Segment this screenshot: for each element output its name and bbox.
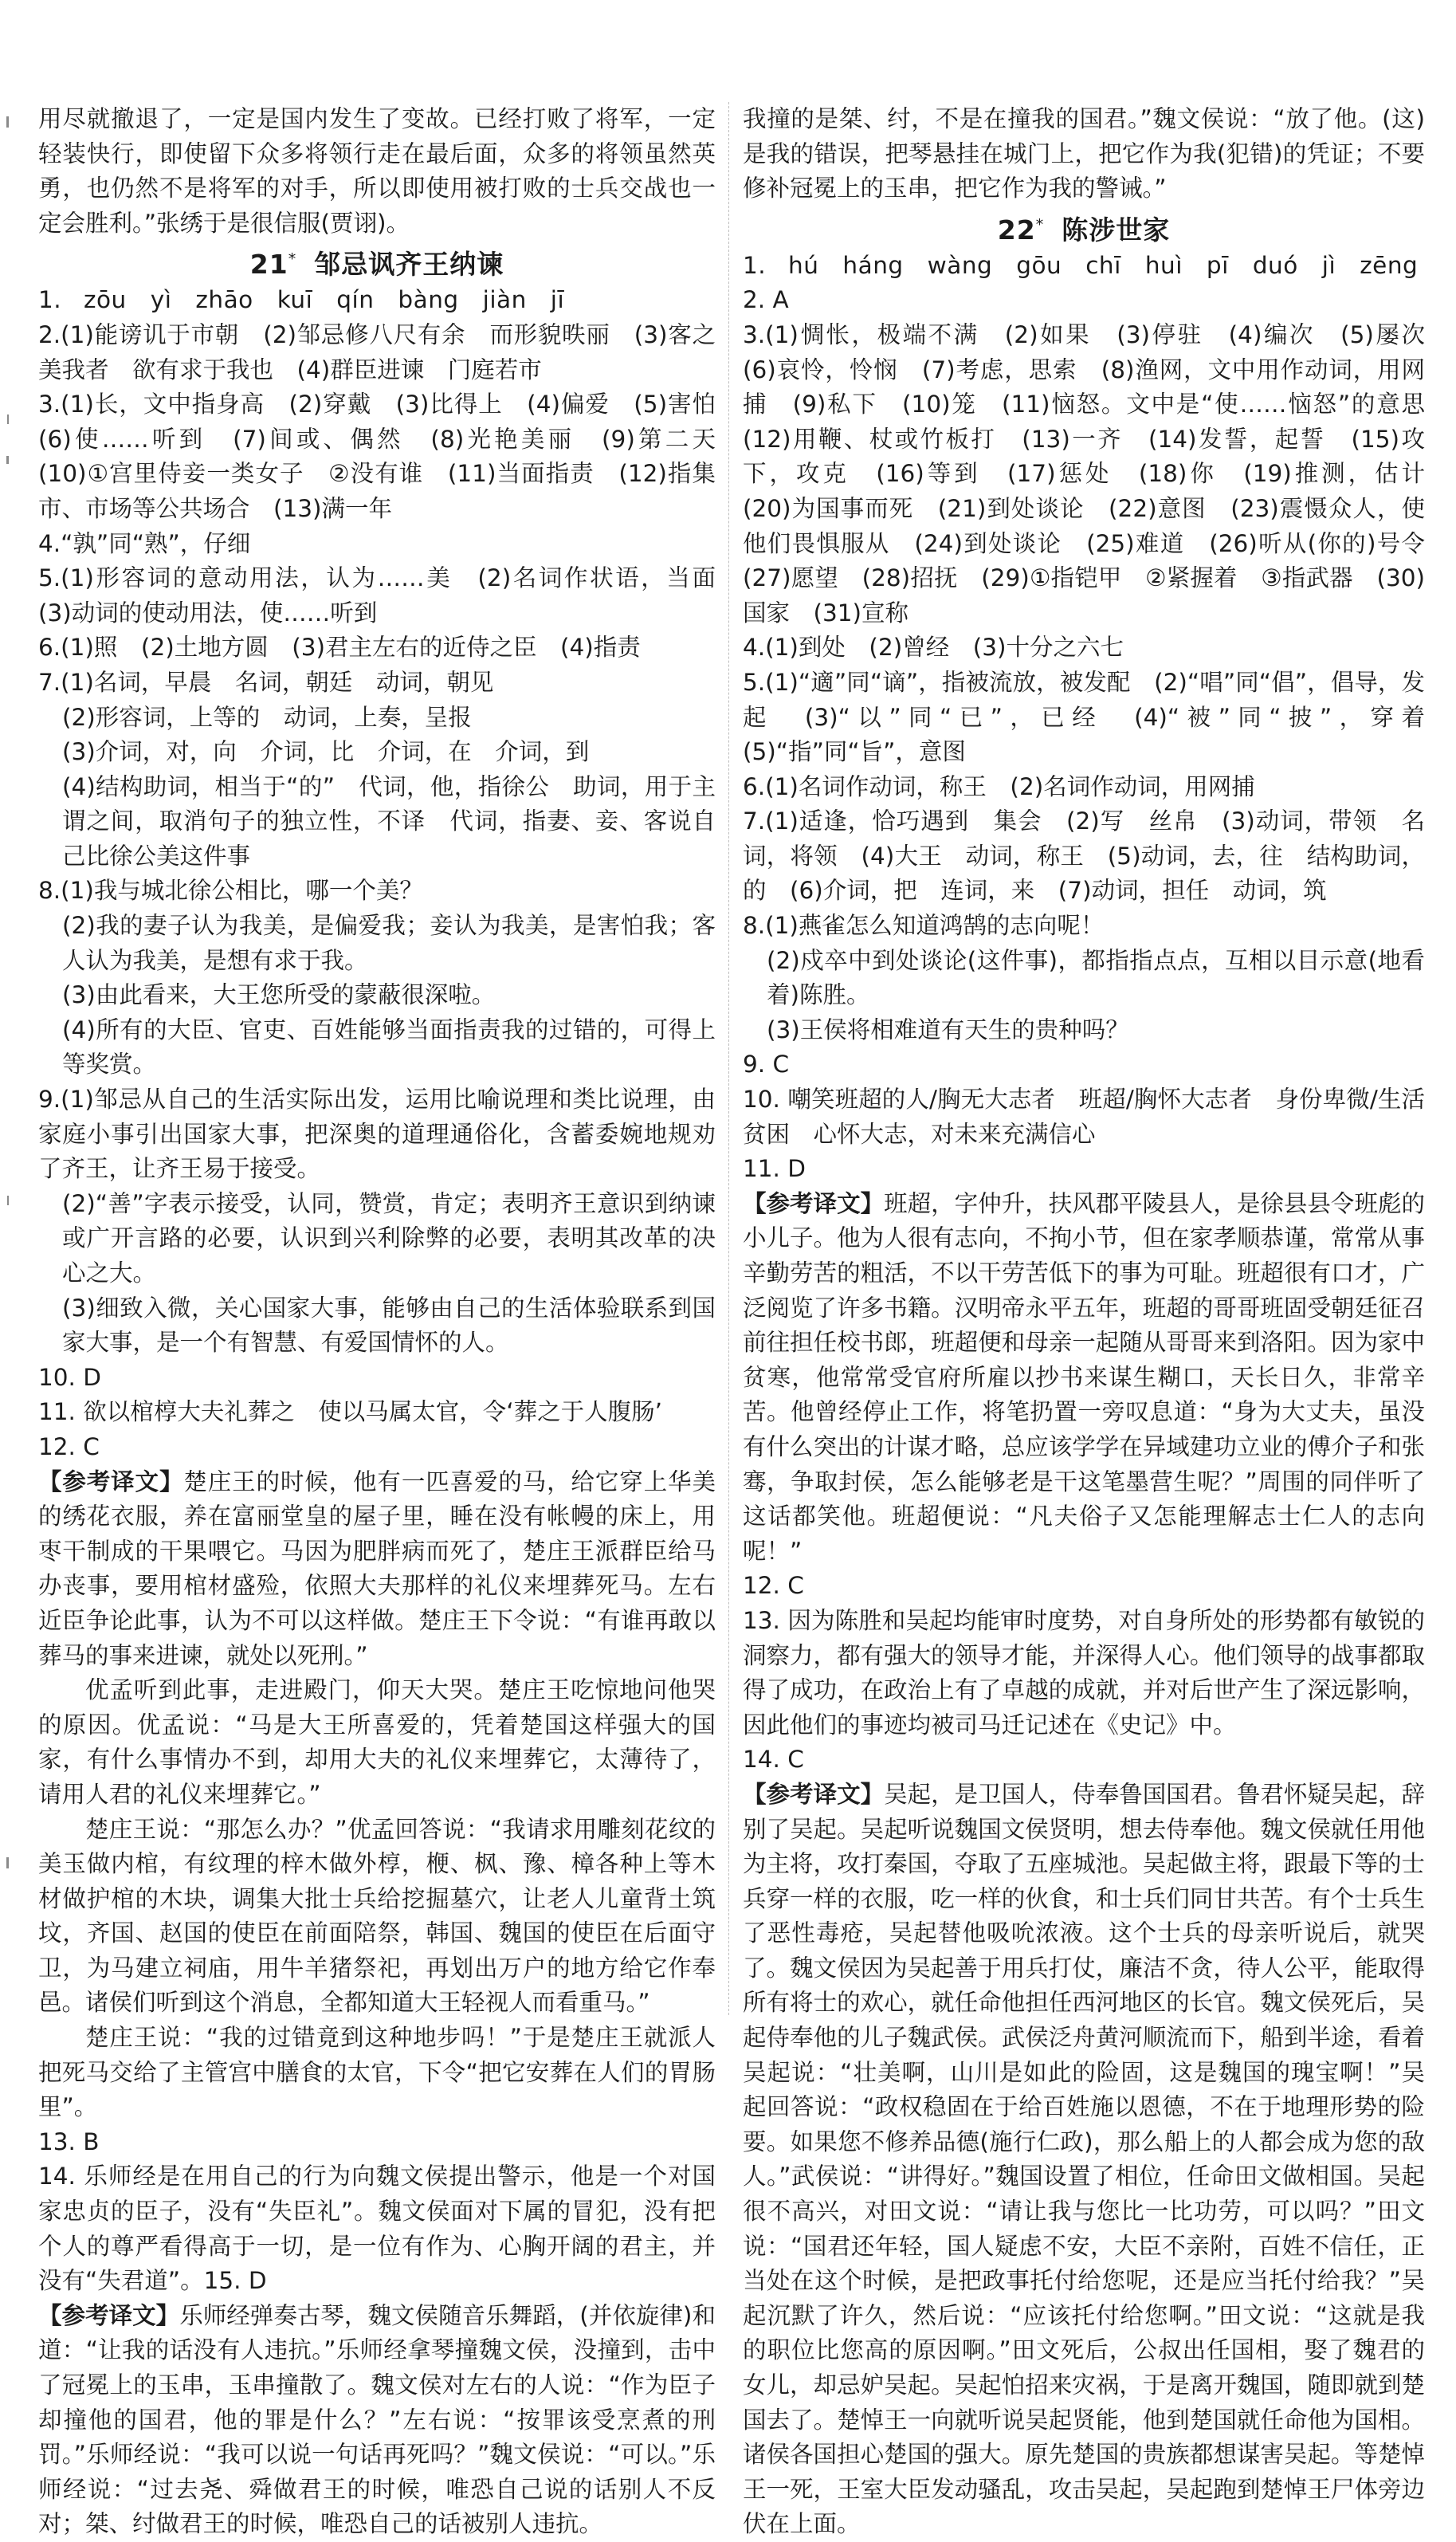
- answer-subitem: (3)细致入微，关心国家大事，能够由自己的生活体验联系到国家大事，是一个有智慧、有爱国情怀的人。: [62, 1294, 716, 1357]
- translation-paragraph: 优孟听到此事，走进殿门，仰天大哭。楚庄王吃惊地问他哭的原因。优孟说：“马是大王所喜爱的，凭着楚国这样强大的国家，有什么事情办不到，却用大夫的礼仪来埋葬它，太薄待了，请用人君的礼仪来埋葬它。”: [38, 1676, 716, 1808]
- answer-item: 9.(1)邹忌从自己的生活实际出发，运用比喻说理和类比说理，由家庭小事引出国家大事，把深奥的道理通俗化，含蓄委婉地规劝了齐王，让齐王易于接受。: [38, 1086, 716, 1183]
- reference-translation: [38, 1465, 716, 1674]
- answer-item: 1. zōu yì zhāo kuī qín bàng jiàn jī: [38, 286, 565, 314]
- answer-item: 11. D: [743, 1155, 806, 1183]
- answer-subitem: (4)所有的大臣、官吏、百姓能够当面指责我的过错的，可得上等奖赏。: [62, 1016, 716, 1078]
- binding-mark: [6, 1857, 9, 1868]
- answer-item: 5.(1)“適”同“谪”，指被流放，被发配 (2)“唱”同“倡”，倡导，发起 (3)“以”同“已”，已经 (4)“被”同“披”，穿着 (5)“指”同“旨”，意图: [743, 668, 1449, 766]
- answer-item: 12. C: [38, 1432, 100, 1460]
- answer-item: 10. 嘲笑班超的人/胸无大志者 班超/胸怀大志者 身份卑微/生活贫困 心怀大志，对未来充满信心: [743, 1086, 1425, 1148]
- binding-mark: [7, 1196, 9, 1205]
- answer-item: 11. 欲以棺椁大夫礼葬之 使以马属太官，令‘葬之于人腹肠’: [38, 1398, 663, 1426]
- answer-item: 1. hú háng wàng gōu chī huì pī duó jì zēng: [743, 251, 1419, 279]
- answer-subitem: (4)结构助词，相当于“的” 代词，他，指徐公 助词，用于主谓之间，取消句子的独立性，不译 代词，指妻、妾、客说自己比徐公美这件事: [62, 772, 716, 870]
- answer-item: 8.(1)燕雀怎么知道鸿鹄的志向呢！: [743, 912, 1105, 940]
- answer-item: 2.(1)能谤讥于市朝 (2)邹忌修八尺有余 而形貌昳丽 (3)客之美我者 欲有求于我也 (4)群臣进谏 门庭若市: [38, 320, 716, 383]
- answer-item: 12. C: [743, 1572, 804, 1600]
- answer-subitem: (3)由此看来，大王您所受的蒙蔽很深啦。: [62, 981, 496, 1009]
- left-column: [38, 102, 740, 2538]
- answer-item: 13. B: [38, 2128, 100, 2155]
- answer-item: 10. D: [38, 1363, 102, 1391]
- answer-subitem: (2)戍卒中到处谈论(这件事)，都指指点点，互相以目示意(地看着)陈胜。: [767, 946, 1425, 1009]
- continued-translation: 我撞的是桀、纣，不是在撞我的国君。”魏文侯说：“放了他。(这)是我的错误，把琴悬挂在城门上，把它作为我(犯错)的凭证；不要修补冠冕上的玉串，把它作为我的警诫。”: [743, 105, 1425, 202]
- section-star: *: [1035, 215, 1045, 234]
- section-title: 邹忌讽齐王纳谏: [314, 249, 504, 281]
- answer-item: 6.(1)照 (2)土地方圆 (3)君主左右的近侍之臣 (4)指责: [38, 634, 641, 662]
- answer-item: 3.(1)惆怅，极端不满 (2)如果 (3)停驻 (4)编次 (5)屡次 (6)哀怜，怜悯 (7)考虑，思索 (8)渔网，文中用作动词，用网捕 (9)私下 (10)笼 (11)恼怒。文中是“使……恼怒”的意思 (12)用鞭、杖或竹板打 (13)一齐 (14)发誓，起誓 (15)攻下，攻克 (16)等到 (17)惩处 (18)你 (19)推测，估计 (20)为国事而死 (21)到处谈论 (22)意图 (23)震慑众人，使他们畏惧服从 (24)到处谈论 (25)难道 (26)听从(你的)号令 (27)愿望 (28)招抚 (29)①指铠甲 ②紧握着 ③指武器 (30)国家 (31)宣称: [743, 320, 1449, 627]
- continued-translation: 用尽就撤退了，一定是国内发生了变故。已经打败了将军，一定轻装快行，即使留下众多将领行走在最后面，众多的将领虽然英勇，也仍然不是将军的对手，所以即使用被打败的士兵交战也一定会胜利。”张绣于是很信服(贾诩)。: [38, 105, 716, 237]
- answer-item: 8.(1)我与城北徐公相比，哪一个美？: [38, 877, 423, 905]
- binding-mark: [6, 116, 9, 128]
- section-heading-21: [38, 241, 716, 283]
- column-divider: [728, 102, 730, 2015]
- translation-paragraph: 楚庄王说：“那怎么办？”优孟回答说：“我请求用雕刻花纹的美玉做内棺，有纹理的梓木做外椁，楩、枫、豫、樟各种上等木材做护棺的木块，调集大批士兵给挖掘墓穴，让老人儿童背土筑坟，齐国、赵国的使臣在前面陪祭，韩国、魏国的使臣在后面守卫，为马建立祠庙，用牛羊猪祭祀，再划出万户的地方给它作奉邑。诸侯们听到这个消息，全都知道大王轻视人而看重马。”: [38, 1815, 716, 2017]
- translation-tag: 【参考译文】: [743, 1189, 885, 1217]
- translation-tag: 【参考译文】: [38, 2301, 180, 2329]
- answer-item: 13. 因为陈胜和吴起均能审时度势，对自身所处的形势都有敏锐的洞察力，都有强大的领导才能，并深得人心。他们领导的战事都取得了成功，在政治上有了卓越的成就，并对后世产生了深远影响，因此他们的事迹均被司马迁记述在《史记》中。: [743, 1606, 1425, 1739]
- answer-subitem: (2)形容词，上等的 动词，上奏，呈报: [62, 703, 472, 731]
- section-title: 陈涉世家: [1062, 214, 1171, 246]
- answer-item: 14. 乐师经是在用自己的行为向魏文侯提出警示，他是一个对国家忠贞的臣子，没有“失臣礼”。魏文侯面对下属的冒犯，没有把个人的尊严看得高于一切，是一位有作为、心胸开阔的君主，并没有“失君道”。15. D: [38, 2163, 716, 2295]
- section-number: 21: [249, 249, 288, 281]
- answer-item: 6.(1)名词作动词，称王 (2)名词作动词，用网捕: [743, 772, 1255, 800]
- right-column: [743, 102, 1449, 2538]
- translation-text: 乐师经弹奏古琴，魏文侯随音乐舞蹈，(并依旋律)和道：“让我的话没有人违抗。”乐师经拿琴撞魏文侯，没撞到，击中了冠冕上的玉串，玉串撞散了。魏文侯对左右的人说：“作为臣子却撞他的国君，他的罪是什么？”左右说：“按罪该受烹煮的刑罚。”乐师经说：“我可以说一句话再死吗？”魏文侯说：“可以。”乐师经说：“过去尧、舜做君王的时候，唯恐自己说的话别人不反对；桀、纣做君王的时候，唯恐自己的话被别人违抗。: [38, 2301, 716, 2538]
- answer-subitem: (3)介词，对，向 介词，比 介词，在 介词，到: [62, 738, 590, 766]
- answer-subitem: (2)我的妻子认为我美，是偏爱我；妾认为我美，是害怕我；客人认为我美，是想有求于我。: [62, 912, 716, 974]
- translation-tag: 【参考译文】: [38, 1467, 184, 1495]
- answer-subitem: (2)“善”字表示接受，认同，赞赏，肯定；表明齐王意识到纳谏或广开言路的必要，认识到兴利除弊的必要，表明其改革的决心之大。: [62, 1189, 716, 1287]
- answer-item: 7.(1)名词，早晨 名词，朝廷 动词，朝见: [38, 668, 494, 696]
- section-number: 22: [997, 214, 1036, 246]
- translation-text: 楚庄王的时候，他有一匹喜爱的马，给它穿上华美的绣花衣服，养在富丽堂皇的屋子里，睡在没有帐幔的床上，用枣干制成的干果喂它。马因为肥胖病而死了，楚庄王派群臣给马办丧事，要用棺材盛殓，依照大夫那样的礼仪来埋葬死马。左右近臣争论此事，认为不可以这样做。楚庄王下令说：“有谁再敢以葬马的事来进谏，就处以死刑。”: [38, 1467, 716, 1669]
- section-heading-22: [743, 206, 1425, 249]
- answer-item: 5.(1)形容词的意动用法，认为……美 (2)名词作状语，当面 (3)动词的使动用法，使……听到: [38, 564, 740, 627]
- translation-text: 吴起，是卫国人，侍奉鲁国国君。鲁君怀疑吴起，辞别了吴起。吴起听说魏国文侯贤明，想去侍奉他。魏文侯就任用他为主将，攻打秦国，夺取了五座城池。吴起做主将，跟最下等的士兵穿一样的衣服，吃一样的伙食，和士兵们同甘共苦。有个士兵生了恶性毒疮，吴起替他吸吮浓液。这个士兵的母亲听说后，就哭了。魏文侯因为吴起善于用兵打仗，廉洁不贪，待人公平，能取得所有将士的欢心，就任命他担任西河地区的长官。魏文侯死后，吴起侍奉他的儿子魏武侯。武侯泛舟黄河顺流而下，船到半途，看着吴起说：“壮美啊，山川是如此的险固，这是魏国的瑰宝啊！”吴起回答说：“政权稳固在于给百姓施以恩德，不在于地理形势的险要。如果您不修养品德(施行仁政)，那么船上的人都会成为您的敌人。”武侯说：“讲得好。”魏国设置了相位，任命田文做相国。吴起很不高兴，对田文说：“请让我与您比一比功劳，可以吗？”田文说：“国君还年轻，国人疑虑不安，大臣不亲附，百姓不信任，正当处在这个时候，是把政事托付给您呢，还是应当托付给我？”吴起沉默了许久，然后说：“应该托付给您啊。”田文说：“这就是我的职位比您高的原因啊。”田文死后，公叔出任国相，娶了魏君的女儿，却忌妒吴起。吴起怕招来灾祸，于是离开魏国，随即就到楚国去了。楚悼王一向就听说吴起贤能，他到楚国就任命他为国相。诸侯各国担心楚国的强大。原先楚国的贵族都想谋害吴起。等楚悼王一死，王室大臣发动骚乱，攻击吴起，吴起跑到楚悼王尸体旁边伏在上面。: [743, 1780, 1425, 2538]
- reference-translation: [743, 1187, 1425, 1570]
- answer-item: 14. C: [743, 1746, 804, 1774]
- answer-item: 2. A: [743, 286, 789, 314]
- answer-subitem: (3)王侯将相难道有天生的贵种吗？: [767, 1016, 1129, 1043]
- binding-mark: [7, 414, 9, 424]
- answer-item: 7.(1)适逢，恰巧遇到 集会 (2)写 丝帛 (3)动词，带领 名词，将领 (4)大王 动词，称王 (5)动词，去，往 结构助词，的 (6)介词，把 连词，来 (7)动词，担任 动词，筑: [743, 807, 1425, 905]
- section-star: *: [288, 250, 297, 269]
- translation-tag: 【参考译文】: [743, 1780, 885, 1808]
- reference-translation: [38, 2299, 716, 2542]
- answer-item: 4.“孰”同“熟”，仔细: [38, 529, 251, 557]
- answer-item: 3.(1)长，文中指身高 (2)穿戴 (3)比得上 (4)偏爱 (5)害怕 (6)使……听到 (7)间或、偶然 (8)光艳美丽 (9)第二天 (10)①宫里侍妾一类女子 ②没有谁 (11)当面指责 (12)指集市、市场等公共场合 (13)满一年: [38, 391, 740, 522]
- answer-item: 9. C: [743, 1051, 790, 1078]
- translation-paragraph: 楚庄王说：“我的过错竟到这种地步吗！”于是楚庄王就派人把死马交给了主管宫中膳食的太官，下令“把它安葬在人们的胃肠里”。: [38, 2024, 716, 2121]
- reference-translation: [743, 1778, 1425, 2542]
- translation-text: 班超，字仲升，扶风郡平陵县人，是徐县县令班彪的小儿子。他为人很有志向，不拘小节，但在家孝顺恭谨，常常从事辛勤劳苦的粗活，不以干劳苦低下的事为可耻。班超很有口才，广泛阅览了许多书籍。汉明帝永平五年，班超的哥哥班固受朝廷征召前往担任校书郎，班超便和母亲一起随从哥哥来到洛阳。因为家中贫寒，他常常受官府所雇以抄书来谋生糊口，天长日久，非常辛苦。他曾经停止工作，将笔扔置一旁叹息道：“身为大丈夫，虽没有什么突出的计谋才略，总应该学学在异域建功立业的傅介子和张骞，争取封侯，怎么能够老是干这笔墨营生呢？”周围的同伴听了这话都笑他。班超便说：“凡夫俗子又怎能理解志士仁人的志向呢！”: [743, 1189, 1425, 1565]
- binding-mark: [6, 456, 9, 464]
- answer-item: 4.(1)到处 (2)曾经 (3)十分之六七: [743, 634, 1124, 662]
